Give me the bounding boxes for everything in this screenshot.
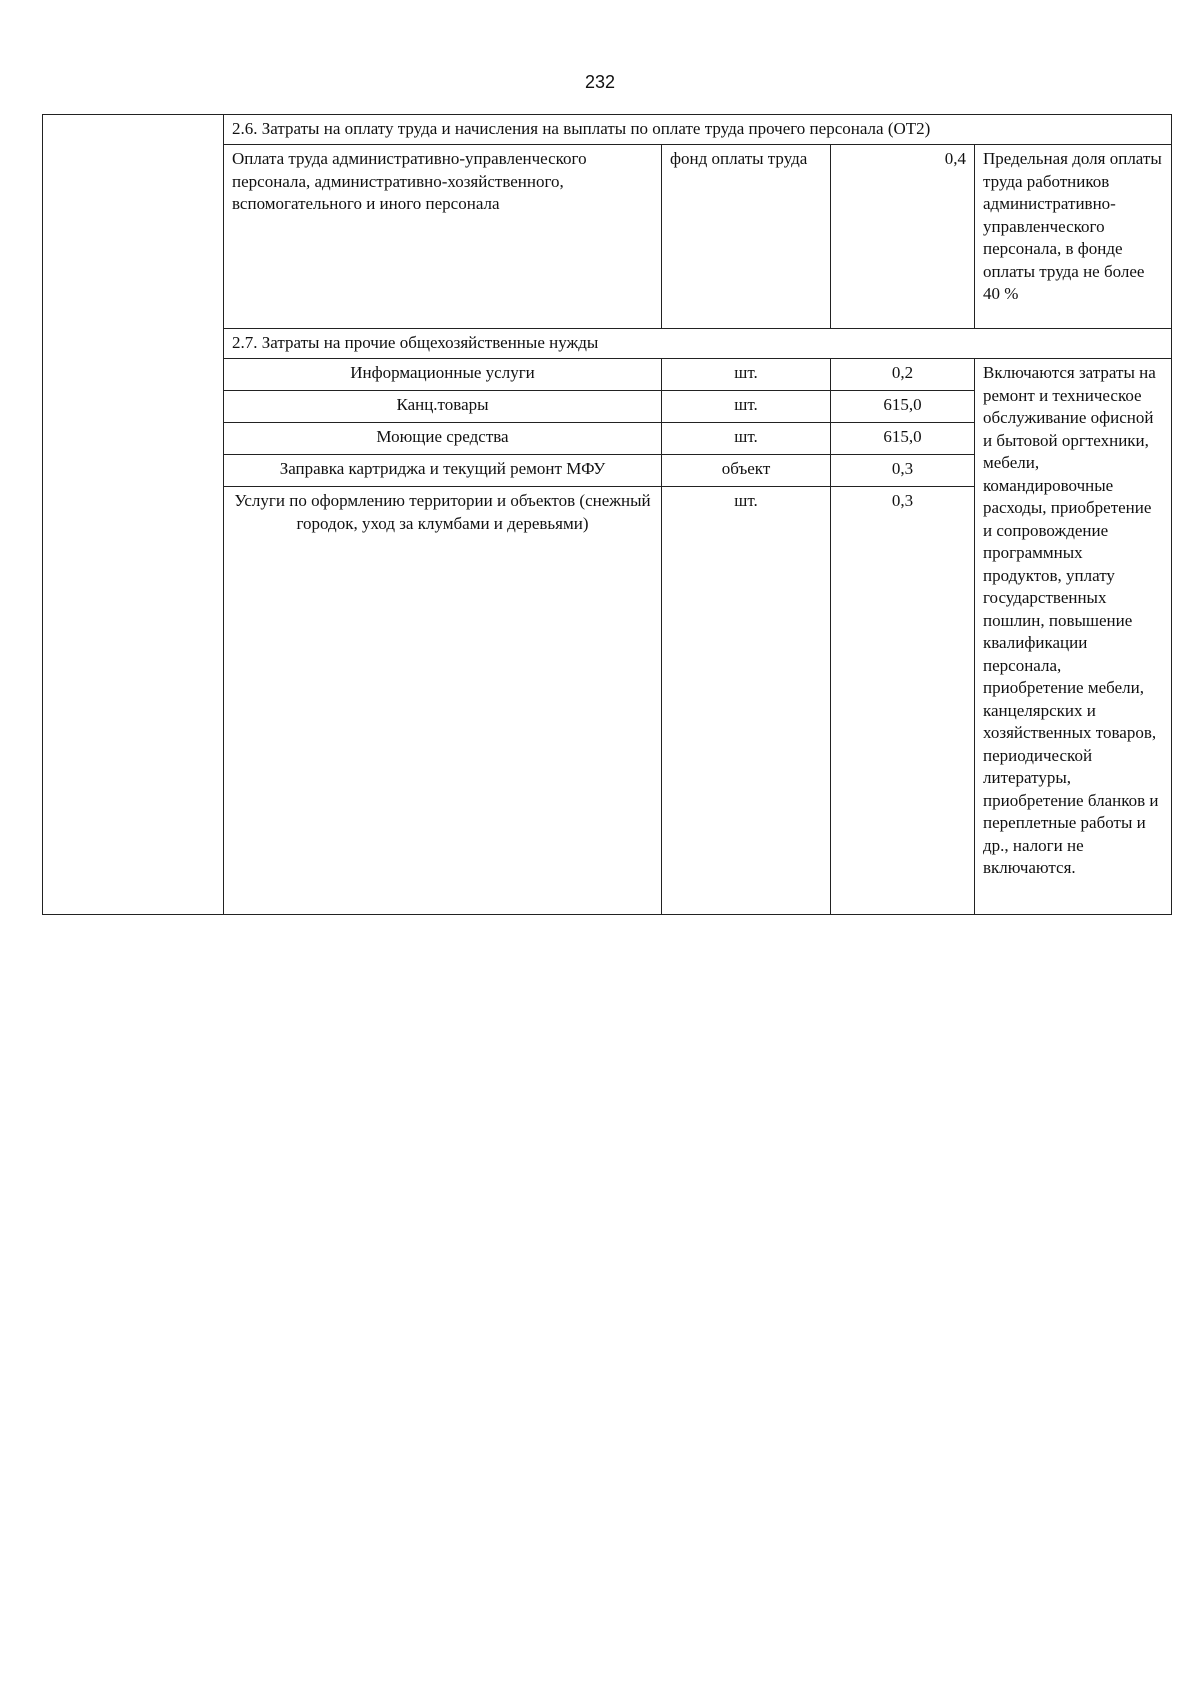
- item-name: Заправка картриджа и текущий ремонт МФУ: [224, 455, 662, 487]
- item-name: Услуги по оформлению территории и объектов (снежный городок, уход за клумбами и деревьями): [224, 487, 662, 915]
- item-name: Оплата труда административно-управленческого персонала, административно-хозяйственного, вспомогательного и иного персонала: [224, 145, 662, 329]
- item-name: Канц.товары: [224, 391, 662, 423]
- item-unit: шт.: [662, 359, 831, 391]
- item-unit: объект: [662, 455, 831, 487]
- item-unit: шт.: [662, 391, 831, 423]
- item-unit: шт.: [662, 423, 831, 455]
- page-number: 232: [584, 72, 616, 92]
- item-value: 615,0: [831, 391, 975, 423]
- section-2-7-note: Включаются затраты на ремонт и техническое обслуживание офисной и бытовой оргтехники, мебели, командировочные расходы, приобретение и сопровождение программных продуктов, уплату государственных пошлин, повышение квалификации персонала, приобретение мебели, канцелярских и хозяйственных товаров, периодической литературы, приобретение бланков и переплетные работы и др., налоги не включаются.: [975, 359, 1172, 915]
- item-value: 0,3: [831, 487, 975, 915]
- cost-table: [42, 114, 1172, 915]
- item-value: 0,2: [831, 359, 975, 391]
- section-2-7-header: 2.7. Затраты на прочие общехозяйственные нужды: [224, 329, 1172, 359]
- item-note: Предельная доля оплаты труда работников административно-управленческого персонала, в фонде оплаты труда не более 40 %: [975, 145, 1172, 329]
- item-name: Моющие средства: [224, 423, 662, 455]
- item-value: 0,4: [831, 145, 975, 329]
- item-name: Информационные услуги: [224, 359, 662, 391]
- item-value: 0,3: [831, 455, 975, 487]
- section-2-6-header: 2.6. Затраты на оплату труда и начисления на выплаты по оплате труда прочего персонала (ОТ2): [224, 115, 1172, 145]
- table-row: [43, 115, 1172, 145]
- item-unit: шт.: [662, 487, 831, 915]
- item-value: 615,0: [831, 423, 975, 455]
- left-blank-column: [43, 115, 224, 915]
- item-unit: фонд оплаты труда: [662, 145, 831, 329]
